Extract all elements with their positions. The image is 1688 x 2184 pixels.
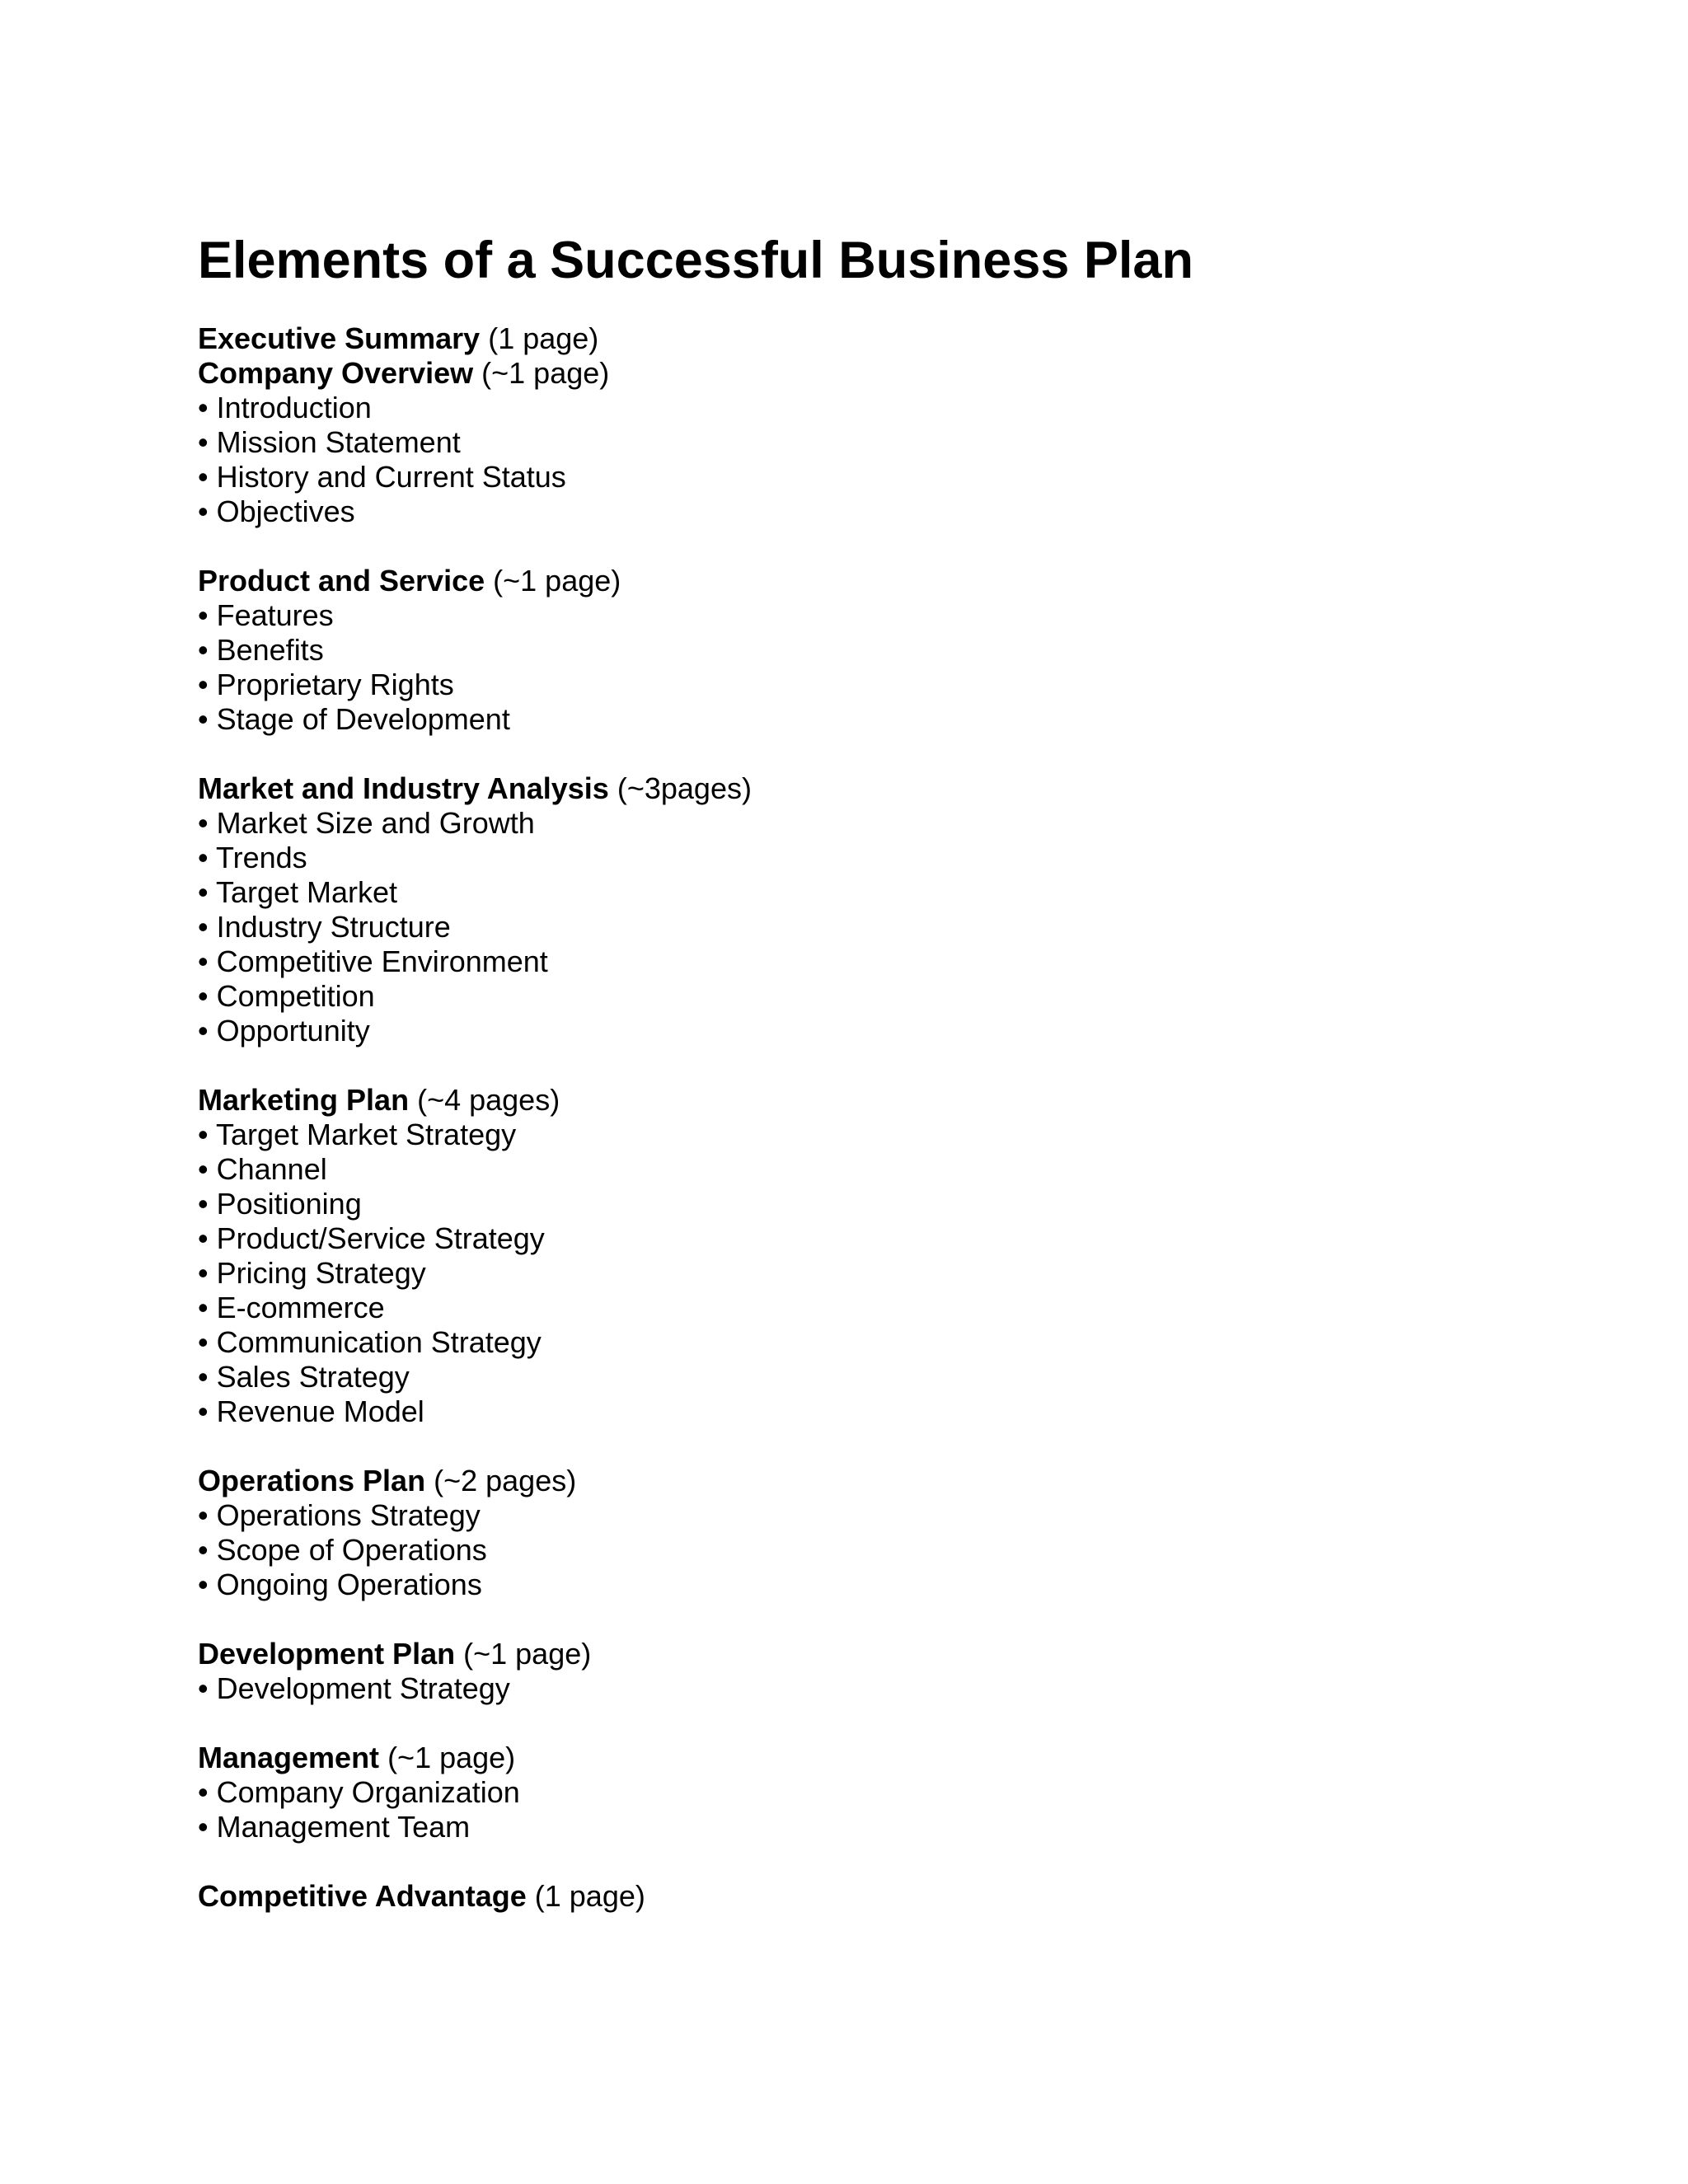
section xyxy=(198,1741,1517,1844)
bullet-icon: • xyxy=(198,841,216,874)
section xyxy=(198,771,1517,1048)
list-item xyxy=(198,979,1517,1014)
list-item-text: Operations Strategy xyxy=(216,1498,481,1532)
list-item xyxy=(198,494,1517,529)
list-item xyxy=(198,391,1517,425)
bullet-icon: • xyxy=(198,1671,217,1705)
section-heading-name: Operations Plan xyxy=(198,1464,426,1497)
list-item-text: Target Market Strategy xyxy=(215,1118,517,1151)
bullet-icon: • xyxy=(198,633,217,667)
list-item-text: Target Market xyxy=(215,875,398,909)
list-item xyxy=(198,668,1517,702)
list-item-text: Competitive Environment xyxy=(216,944,548,978)
section-heading-length-note: (~1 page) xyxy=(481,356,610,390)
list-item xyxy=(198,1394,1517,1429)
list-item xyxy=(198,1118,1517,1152)
list-item xyxy=(198,1256,1517,1291)
list-item-text: E-commerce xyxy=(216,1291,385,1324)
list-item xyxy=(198,1810,1517,1844)
bullet-icon: • xyxy=(198,425,217,459)
bullet-icon: • xyxy=(198,494,217,528)
bullet-icon: • xyxy=(198,1221,217,1255)
list-item-text: Channel xyxy=(216,1152,327,1186)
section-heading xyxy=(198,771,1517,806)
bullet-icon: • xyxy=(198,1291,217,1324)
section-heading-name: Executive Summary xyxy=(198,321,481,355)
bullet-icon: • xyxy=(198,1014,217,1047)
section-heading-length-note: (~3pages) xyxy=(617,771,752,805)
list-item-text: Benefits xyxy=(216,633,324,667)
bullet-icon: • xyxy=(198,702,217,736)
list-item-text: Product/Service Strategy xyxy=(216,1221,545,1255)
bullet-icon: • xyxy=(198,1568,217,1601)
list-item xyxy=(198,944,1517,979)
list-item-text: Ongoing Operations xyxy=(216,1568,482,1601)
list-item xyxy=(198,1533,1517,1568)
list-item xyxy=(198,841,1517,875)
bullet-icon: • xyxy=(198,1533,217,1567)
document-content xyxy=(198,224,1517,1914)
bullet-icon: • xyxy=(198,806,217,840)
bullet-icon: • xyxy=(198,1256,217,1290)
list-item-text: Market Size and Growth xyxy=(216,806,535,840)
section-heading xyxy=(198,1083,1517,1118)
list-item xyxy=(198,633,1517,668)
section-heading-length-note: (1 page) xyxy=(488,321,599,355)
list-item xyxy=(198,1221,1517,1256)
list-item xyxy=(198,1498,1517,1533)
list-item-text: Pricing Strategy xyxy=(216,1256,426,1290)
bullet-icon: • xyxy=(198,875,216,909)
list-item xyxy=(198,425,1517,460)
list-item-text: Company Organization xyxy=(216,1775,520,1809)
bullet-icon: • xyxy=(198,1810,217,1844)
bullet-icon: • xyxy=(198,391,217,424)
bullet-icon: • xyxy=(198,598,217,632)
bullet-icon: • xyxy=(198,1394,217,1428)
section-heading xyxy=(198,1637,1517,1671)
list-item xyxy=(198,1568,1517,1602)
section-heading-name: Market and Industry Analysis xyxy=(198,771,609,805)
list-item xyxy=(198,1152,1517,1187)
section-heading xyxy=(198,1741,1517,1775)
list-item-text: Sales Strategy xyxy=(216,1360,410,1394)
bullet-icon: • xyxy=(198,1187,217,1221)
list-item-text: Development Strategy xyxy=(216,1671,510,1705)
bullet-icon: • xyxy=(198,1498,217,1532)
section-heading-length-note: (~2 pages) xyxy=(434,1464,577,1497)
list-item-text: Communication Strategy xyxy=(216,1325,542,1359)
list-item-text: Objectives xyxy=(216,494,355,528)
section-heading-name: Marketing Plan xyxy=(198,1083,410,1117)
section xyxy=(198,1464,1517,1602)
section xyxy=(198,564,1517,737)
list-item-text: Competition xyxy=(216,979,375,1013)
section-heading-length-note: (1 page) xyxy=(534,1879,645,1913)
section-heading-name: Competitive Advantage xyxy=(198,1879,527,1913)
list-item-text: Features xyxy=(216,598,334,632)
document-title: Elements of a Successful Business Plan xyxy=(198,232,1193,289)
list-item-text: History and Current Status xyxy=(216,460,566,494)
list-item-text: Opportunity xyxy=(216,1014,370,1047)
list-item xyxy=(198,1325,1517,1360)
list-item xyxy=(198,1187,1517,1221)
list-item-text: Management Team xyxy=(216,1810,471,1844)
list-item-text: Introduction xyxy=(216,391,372,424)
list-item-text: Mission Statement xyxy=(216,425,461,459)
list-item-text: Trends xyxy=(215,841,307,874)
list-item xyxy=(198,806,1517,841)
section-heading xyxy=(198,564,1517,598)
section-list xyxy=(198,321,1517,1914)
list-item xyxy=(198,1775,1517,1810)
section-heading xyxy=(198,1464,1517,1498)
section-heading-name: Product and Service xyxy=(198,564,485,598)
section-heading-length-note: (~1 page) xyxy=(387,1741,516,1774)
list-item xyxy=(198,460,1517,494)
bullet-icon: • xyxy=(198,1152,217,1186)
bullet-icon: • xyxy=(198,668,217,701)
list-item-text: Industry Structure xyxy=(216,910,451,944)
bullet-icon: • xyxy=(198,1118,216,1151)
section-heading-length-note: (~4 pages) xyxy=(417,1083,560,1117)
list-item xyxy=(198,1360,1517,1394)
list-item-text: Positioning xyxy=(216,1187,362,1221)
list-item-text: Scope of Operations xyxy=(216,1533,487,1567)
bullet-icon: • xyxy=(198,944,217,978)
list-item xyxy=(198,1291,1517,1325)
section-heading xyxy=(198,356,1517,391)
section xyxy=(198,1637,1517,1706)
section-heading-name: Management xyxy=(198,1741,380,1774)
bullet-icon: • xyxy=(198,979,217,1013)
section xyxy=(198,321,1517,356)
list-item-text: Proprietary Rights xyxy=(216,668,454,701)
list-item xyxy=(198,598,1517,633)
bullet-icon: • xyxy=(198,910,217,944)
list-item xyxy=(198,910,1517,944)
list-item-text: Stage of Development xyxy=(216,702,510,736)
section xyxy=(198,1879,1517,1914)
list-item xyxy=(198,1014,1517,1048)
list-item xyxy=(198,1671,1517,1706)
section xyxy=(198,1083,1517,1429)
section-heading-name: Development Plan xyxy=(198,1637,456,1671)
section-heading-name: Company Overview xyxy=(198,356,474,390)
bullet-icon: • xyxy=(198,460,217,494)
bullet-icon: • xyxy=(198,1360,217,1394)
bullet-icon: • xyxy=(198,1775,217,1809)
section-heading-length-note: (~1 page) xyxy=(463,1637,592,1671)
section-heading-length-note: (~1 page) xyxy=(493,564,621,598)
list-item xyxy=(198,702,1517,737)
list-item-text: Revenue Model xyxy=(216,1394,424,1428)
section-heading xyxy=(198,1879,1517,1914)
bullet-icon: • xyxy=(198,1325,217,1359)
section xyxy=(198,356,1517,529)
section-heading xyxy=(198,321,1517,356)
list-item xyxy=(198,875,1517,910)
